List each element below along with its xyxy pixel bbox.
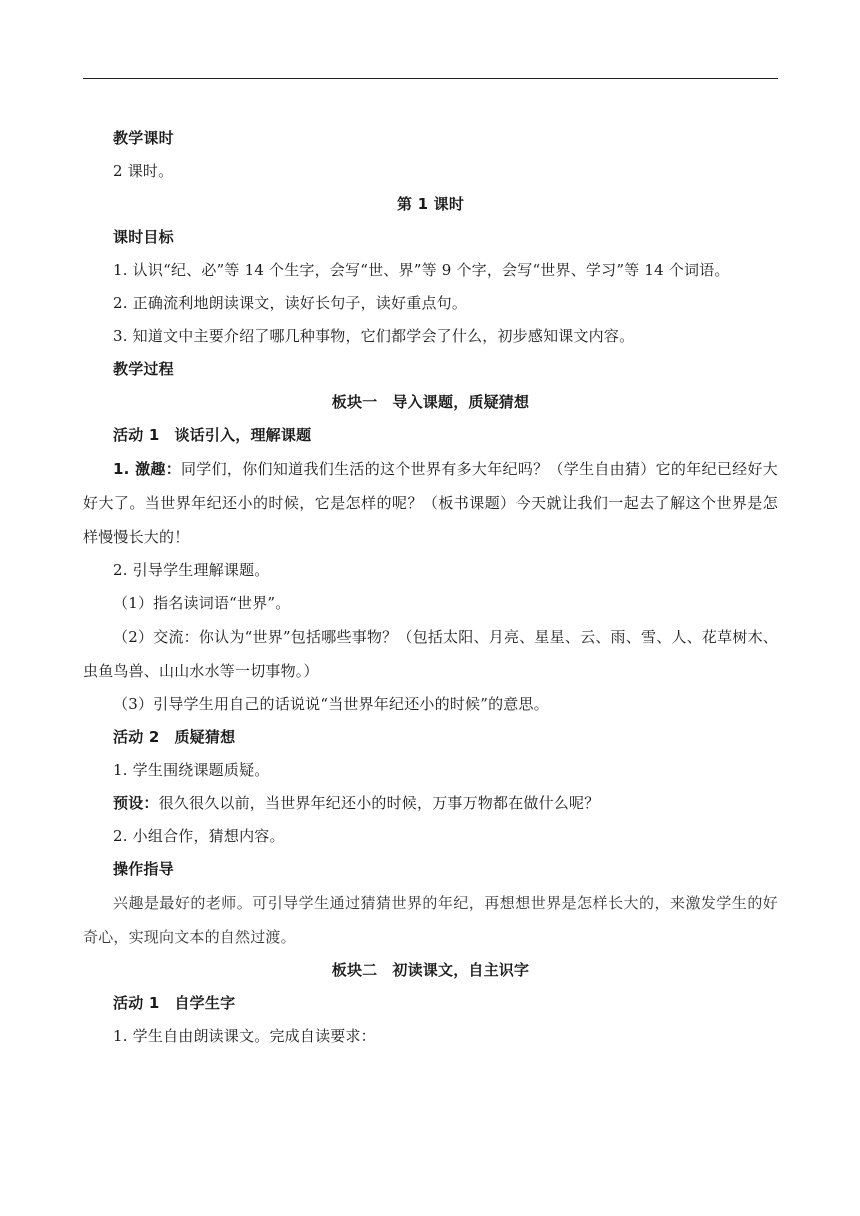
block-1-name: 导入课题，质疑猜想 — [392, 393, 530, 411]
question-paragraph: 1. 学生围绕课题质疑。 — [113, 761, 270, 779]
activity-2-heading — [83, 721, 778, 754]
preset-text: 很久很久以前，当世界年纪还小的时候，万事万物都在做什么呢？ — [158, 794, 600, 812]
sub-item-3: （3）引导学生用自己的话说说“当世界年纪还小的时候”的意思。 — [113, 695, 549, 713]
guide-paragraph: 2. 引导学生理解课题。 — [113, 561, 270, 579]
block-1-heading — [83, 386, 778, 419]
block-2-title: 板块二 — [331, 961, 378, 979]
activity-2-name: 质疑猜想 — [174, 728, 236, 746]
excite-label: 1. 激趣： — [113, 460, 181, 478]
heading-lesson-time: 教学课时 — [113, 129, 174, 147]
excite-text: 同学们，你们知道我们生活的这个世界有多大年纪吗？（学生自由猜）它的年纪已经好大好大了。当世界年纪还小的时候，它是怎样的呢？（板书课题）今天就让我们一起去了解这个世界是怎样慢慢长大的！ — [83, 460, 778, 546]
heading-operation-guide: 操作指导 — [113, 860, 174, 878]
heading-process: 教学过程 — [113, 360, 174, 378]
preset-paragraph — [83, 787, 778, 820]
block-2-name: 初读课文，自主识字 — [392, 961, 530, 979]
activity-1-heading — [83, 419, 778, 452]
heading-goals: 课时目标 — [113, 228, 174, 246]
activity-3-label: 活动 1 — [113, 994, 160, 1012]
operation-guide-text: 兴趣是最好的老师。可引导学生通过猜猜世界的年纪，再想想世界是怎样长大的，来激发学生的好奇心，实现向文本的自然过渡。 — [83, 894, 778, 946]
sub-item-2: （2）交流：你认为“世界”包括哪些事物？（包括太阳、月亮、星星、云、雨、雪、人、花草树木、虫鱼鸟兽、山山水水等一切事物。） — [83, 628, 778, 680]
preset-label: 预设： — [113, 794, 159, 812]
activity-2-label: 活动 2 — [113, 728, 160, 746]
heading-first-lesson: 第 1 课时 — [396, 195, 465, 213]
document-body — [83, 122, 778, 1053]
group-paragraph: 2. 小组合作，猜想内容。 — [113, 827, 285, 845]
goal-1: 1. 认识“纪、必”等 14 个生字，会写“世、界”等 9 个字，会写“世界、学习”等 14 个词语。 — [113, 261, 730, 279]
excite-paragraph — [83, 452, 778, 554]
sub-item-1: （1）指名读词语“世界”。 — [113, 594, 291, 612]
header-rule — [83, 78, 778, 79]
activity-3-heading — [83, 987, 778, 1020]
lesson-count: 2 课时。 — [113, 162, 174, 180]
activity-1-name: 谈话引入，理解课题 — [174, 426, 312, 444]
block-1-title: 板块一 — [331, 393, 378, 411]
block-2-heading — [83, 954, 778, 987]
goal-3: 3. 知道文中主要介绍了哪几种事物，它们都学会了什么，初步感知课文内容。 — [113, 327, 635, 345]
goal-2: 2. 正确流利地朗读课文，读好长句子，读好重点句。 — [113, 294, 468, 312]
read-paragraph: 1. 学生自由朗读课文。完成自读要求： — [113, 1027, 376, 1045]
activity-1-label: 活动 1 — [113, 426, 160, 444]
activity-3-name: 自学生字 — [174, 994, 236, 1012]
